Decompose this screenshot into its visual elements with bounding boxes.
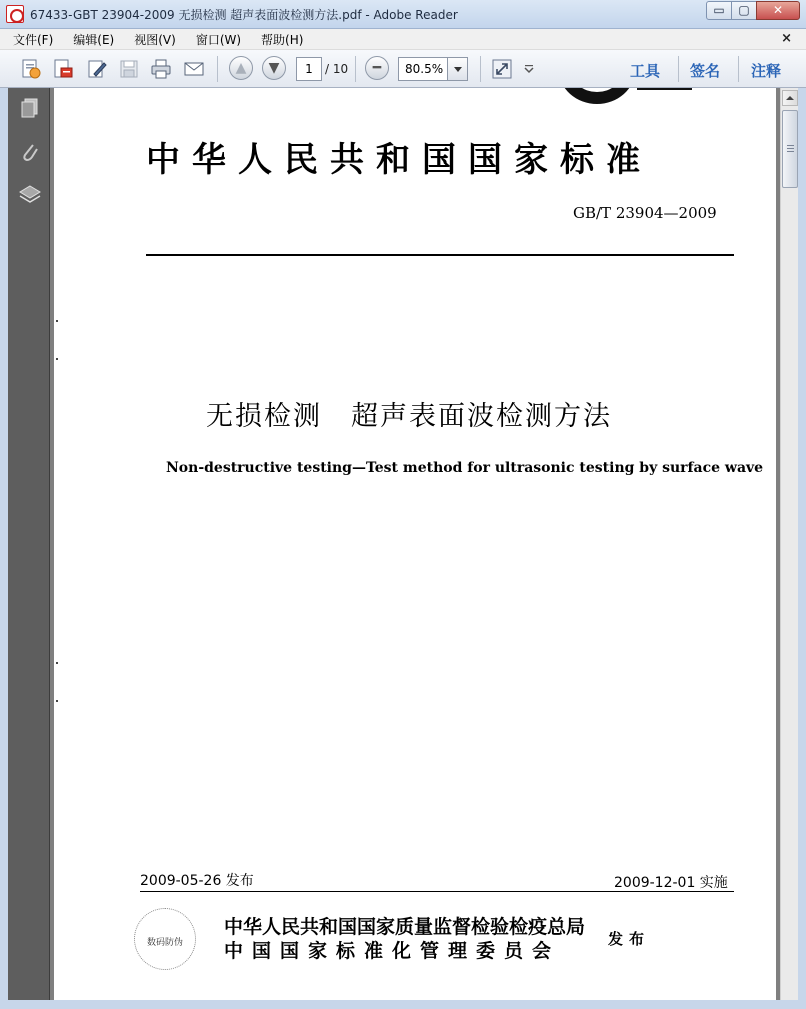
toolbar-separator (738, 56, 739, 82)
convert-pdf-icon[interactable] (52, 58, 74, 80)
tools-link[interactable]: 工具 (630, 62, 661, 80)
footer-rule (140, 891, 734, 892)
window-frame-bottom (0, 1000, 806, 1009)
more-tools-icon[interactable] (522, 58, 536, 80)
toolbar-separator (217, 56, 218, 82)
previous-page-button[interactable] (229, 56, 253, 80)
minimize-button[interactable] (706, 1, 732, 20)
next-page-button[interactable] (262, 56, 286, 80)
create-pdf-icon[interactable] (20, 58, 42, 80)
close-document-button[interactable]: × (781, 31, 792, 46)
next-page-icon: ▼ (268, 60, 280, 76)
header-rule (146, 254, 734, 256)
menu-file[interactable]: 文件(F) (13, 32, 54, 47)
title-bar (0, 0, 806, 29)
menu-help[interactable]: 帮助(H) (261, 32, 304, 47)
issuer-line-2: 中国国家标准化管理委员会 (224, 940, 561, 962)
menu-bar (0, 29, 806, 50)
window-title: 67433-GBT 23904-2009 无损检测 超声表面波检测方法.pdf - Adobe Reader (30, 8, 458, 22)
window-frame-right (798, 88, 806, 1009)
issuer-line-1: 中华人民共和国国家质量监督检验检疫总局 (224, 916, 586, 938)
issued-label: 发布 (608, 930, 651, 948)
comment-link[interactable]: 注释 (751, 62, 782, 80)
gb-logo (557, 88, 697, 110)
navigation-panel (8, 88, 50, 1000)
standard-code: GB/T 23904—2009 (573, 204, 717, 222)
document-title-chinese: 无损检测 超声表面波检测方法 (206, 401, 612, 432)
scroll-thumb-grip (787, 145, 794, 146)
document-view[interactable] (50, 88, 780, 1000)
scan-mark (56, 700, 58, 702)
email-icon[interactable] (183, 58, 205, 80)
sign-link[interactable]: 签名 (690, 62, 721, 80)
maximize-button[interactable] (731, 1, 757, 20)
page-total: / 10 (325, 62, 349, 76)
zoom-dropdown-button[interactable] (447, 57, 468, 81)
save-icon[interactable] (118, 58, 140, 80)
scan-mark (56, 358, 58, 360)
implementation-date: 2009-12-01 实施 (614, 875, 728, 891)
adobe-reader-icon (6, 5, 24, 23)
standard-title: 中华人民共和国国家标准 (146, 140, 652, 180)
close-icon: ✕ (772, 3, 784, 17)
issue-date: 2009-05-26 发布 (140, 873, 254, 889)
menu-view[interactable]: 视图(V) (134, 32, 176, 47)
scroll-thumb-grip (787, 148, 794, 149)
attachments-icon[interactable] (18, 140, 42, 164)
page-number-input[interactable]: 1 (296, 57, 322, 81)
window-frame-left (0, 88, 8, 1000)
scroll-thumb-grip (787, 151, 794, 152)
edit-pdf-icon[interactable] (86, 58, 108, 80)
toolbar-separator (355, 56, 356, 82)
scroll-up-button[interactable] (782, 90, 798, 106)
layers-icon[interactable] (18, 182, 42, 206)
zoom-level-input[interactable]: 80.5% (398, 57, 448, 81)
stamp-text: 数码防伪 (146, 938, 183, 948)
toolbar (0, 50, 806, 88)
pdf-page (54, 88, 776, 1000)
document-title-english: Non-destructive testing—Test method for ultrasonic testing by surface wave (166, 460, 764, 476)
scan-mark (56, 320, 58, 322)
window-controls (707, 1, 800, 21)
fit-page-icon[interactable] (491, 58, 513, 80)
maximize-icon: ▢ (738, 3, 750, 17)
anti-counterfeit-stamp (134, 908, 196, 970)
vertical-scrollbar[interactable] (780, 88, 798, 1000)
toolbar-separator (480, 56, 481, 82)
print-icon[interactable] (150, 58, 172, 80)
zoom-out-button[interactable] (365, 56, 389, 80)
scroll-thumb[interactable] (782, 110, 798, 188)
previous-page-icon: ▲ (235, 60, 247, 76)
scan-mark (56, 662, 58, 664)
menu-window[interactable]: 窗口(W) (195, 32, 242, 47)
zoom-out-icon: ━ (372, 60, 382, 76)
toolbar-separator (678, 56, 679, 82)
close-button[interactable] (756, 1, 800, 20)
minimize-icon: ▭ (713, 3, 725, 17)
menu-edit[interactable]: 编辑(E) (73, 32, 115, 47)
pages-icon[interactable] (18, 96, 42, 120)
